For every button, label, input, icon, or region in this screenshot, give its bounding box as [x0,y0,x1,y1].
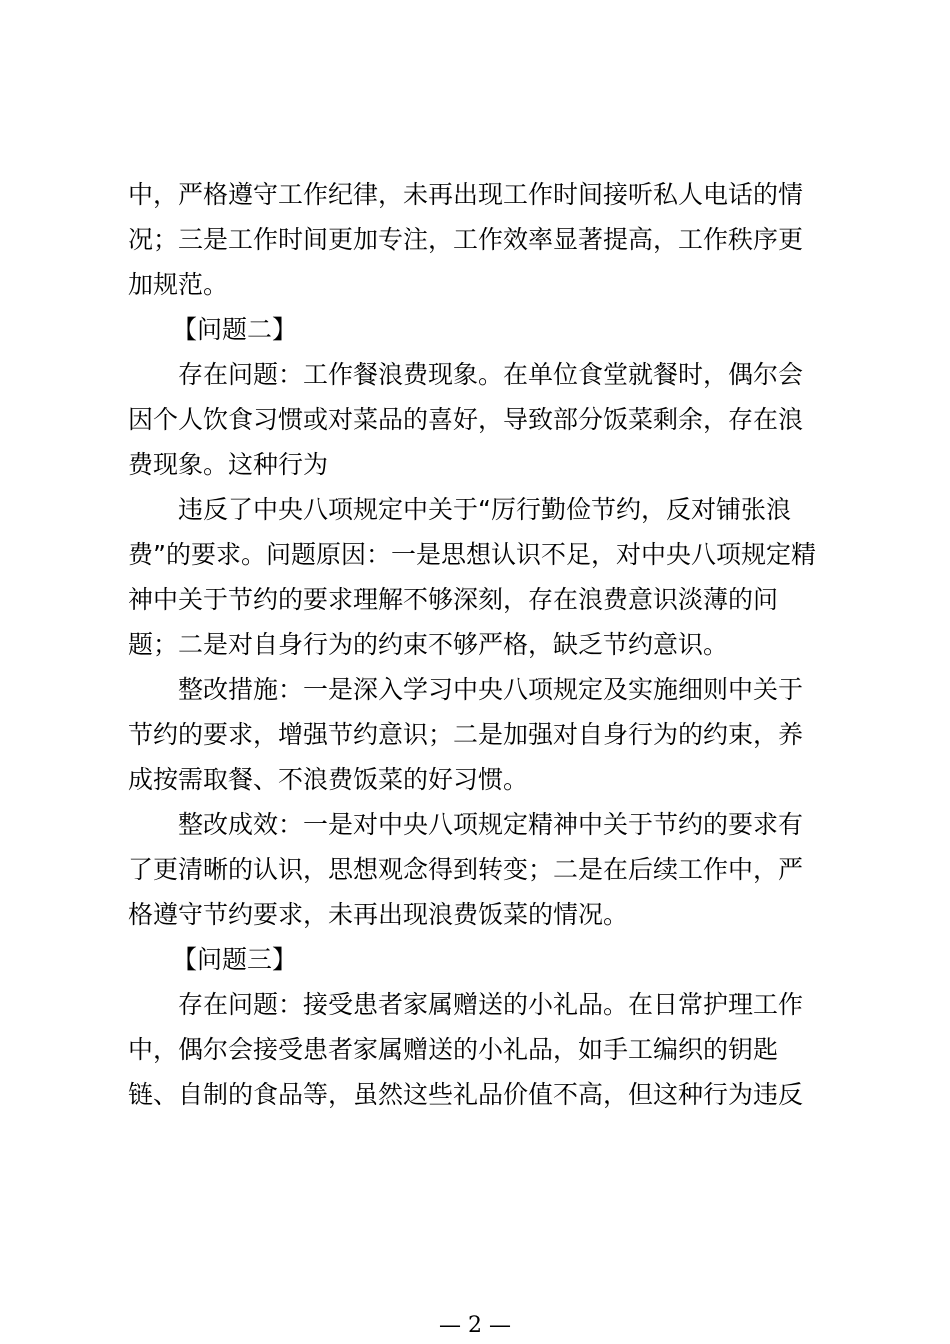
body-text-line: 加规范。 [128,270,229,299]
body-text-line: 中，偶尔会接受患者家属赠送的小礼品，如手工编织的钥匙 [128,1035,779,1064]
body-text-line: 题；二是对自身行为的约束不够严格，缺乏节约意识。 [128,630,729,659]
section-heading: 【问题三】 [172,945,298,974]
body-text-line: 况；三是工作时间更加专注，工作效率显著提高，工作秩序更 [128,225,804,254]
paragraph-first-line: 存在问题：接受患者家属赠送的小礼品。在日常护理工作 [178,990,804,1019]
paragraph-first-line: 违反了中央八项规定中关于“厉行勤俭节约，反对铺张浪 [178,495,791,524]
body-text-line: 节约的要求，增强节约意识；二是加强对自身行为的约束，养 [128,720,804,749]
body-text-line: 费”的要求。问题原因：一是思想认识不足，对中央八项规定精 [128,540,816,569]
body-text-line: 格遵守节约要求，未再出现浪费饭菜的情况。 [128,900,629,929]
body-text-line: 成按需取餐、不浪费饭菜的好习惯。 [128,765,529,794]
body-text-line: 了更清晰的认识，思想观念得到转变；二是在后续工作中，严 [128,855,804,884]
document-body [128,172,832,1117]
paragraph-first-line: 整改成效：一是对中央八项规定精神中关于节约的要求有 [178,810,804,839]
paragraph-first-line: 存在问题：工作餐浪费现象。在单位食堂就餐时，偶尔会 [178,360,804,389]
body-text-line: 链、自制的食品等，虽然这些礼品价值不高，但这种行为违反 [128,1080,804,1109]
section-heading: 【问题二】 [172,315,298,344]
page-number: — 2 — [439,1313,511,1338]
body-text-line: 神中关于节约的要求理解不够深刻，存在浪费意识淡薄的问 [128,585,779,614]
body-text-line: 费现象。这种行为 [128,450,329,479]
paragraph-first-line: 整改措施：一是深入学习中央八项规定及实施细则中关于 [178,675,804,704]
body-text-line: 中，严格遵守工作纪律，未再出现工作时间接听私人电话的情 [128,180,804,209]
body-text-line: 因个人饮食习惯或对菜品的喜好，导致部分饭菜剩余，存在浪 [128,405,804,434]
